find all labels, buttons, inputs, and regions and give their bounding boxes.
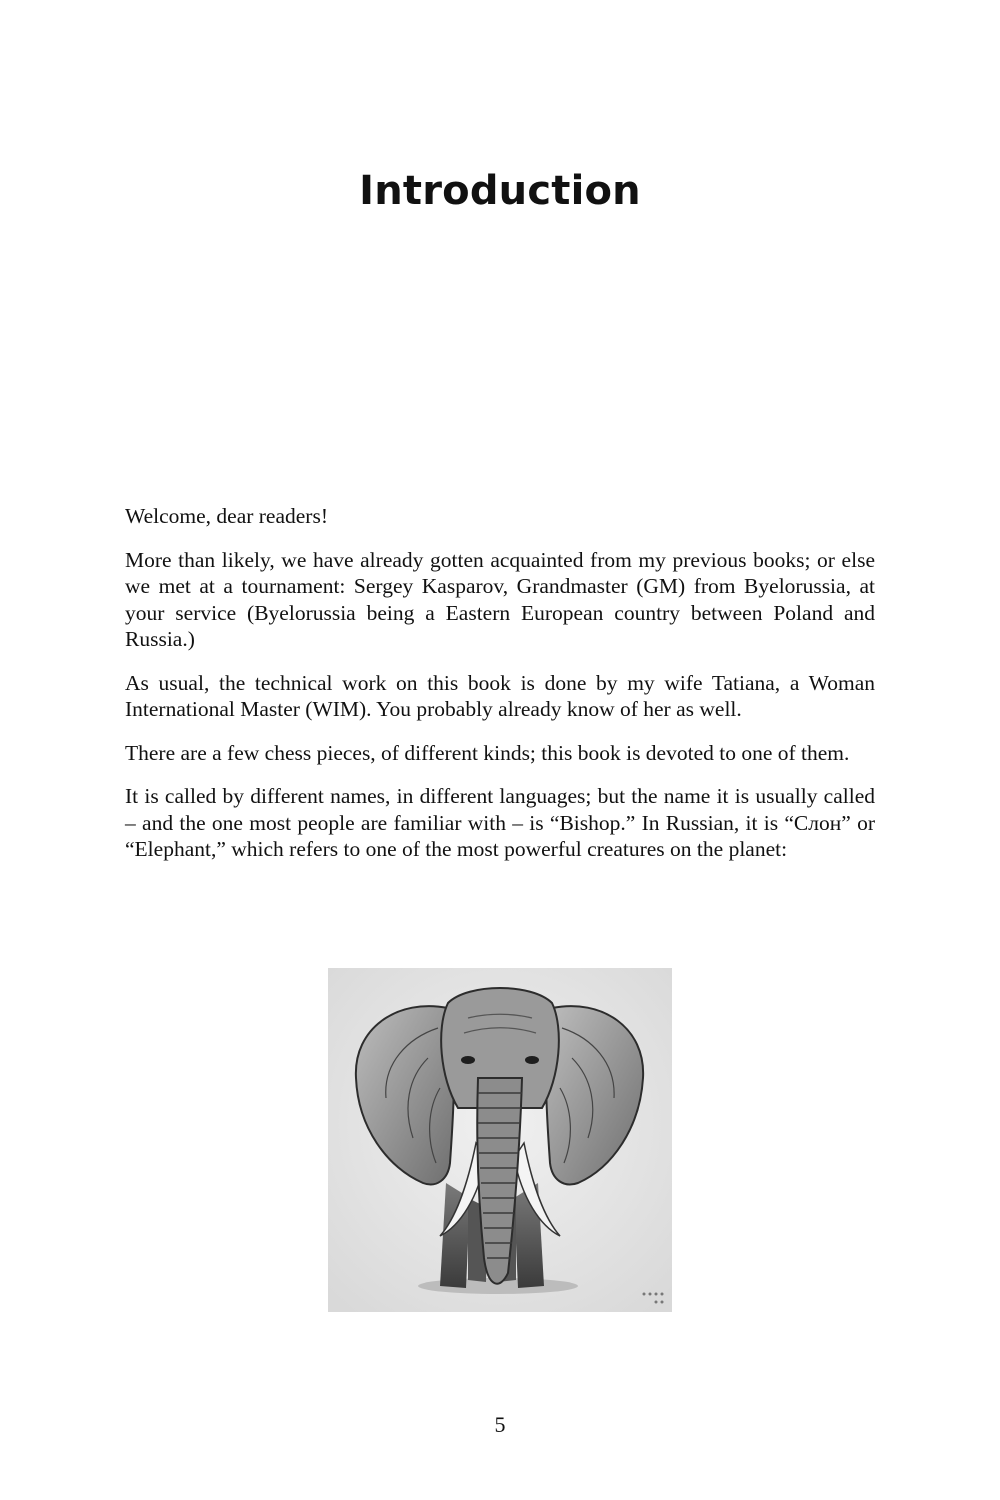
paragraph-author-intro: More than likely, we have already gotten acquainted from my previous books; or else we met at a tournament: Sergey Kasparov, Grandmaster (GM) from Byelorussia, at your service (Byelorussia being a Eastern European country between Poland and Russia.) — [125, 547, 875, 651]
page-title: Introduction — [359, 168, 641, 214]
page-number: 5 — [494, 1412, 506, 1437]
paragraph-chess-pieces: There are a few chess pieces, of different kinds; this book is devoted to one of them. — [125, 740, 850, 765]
elephant-illustration — [328, 968, 672, 1312]
elephant-drawing-icon — [328, 968, 672, 1312]
paragraph-welcome: Welcome, dear readers! — [125, 504, 328, 528]
paragraph-bishop-name: It is called by different names, in different languages; but the name it is usually called – and the one most people are familiar with – is “Bishop.” In Russian, it is “Слон” or “Elephant,” which refers to one of the most powerful creatures on the planet: — [125, 784, 875, 861]
body-text — [125, 503, 875, 880]
paragraph-technical-work: As usual, the technical work on this book is done by my wife Tatiana, a Woman International Master (WIM). You probably already know of her as well. — [125, 670, 875, 721]
